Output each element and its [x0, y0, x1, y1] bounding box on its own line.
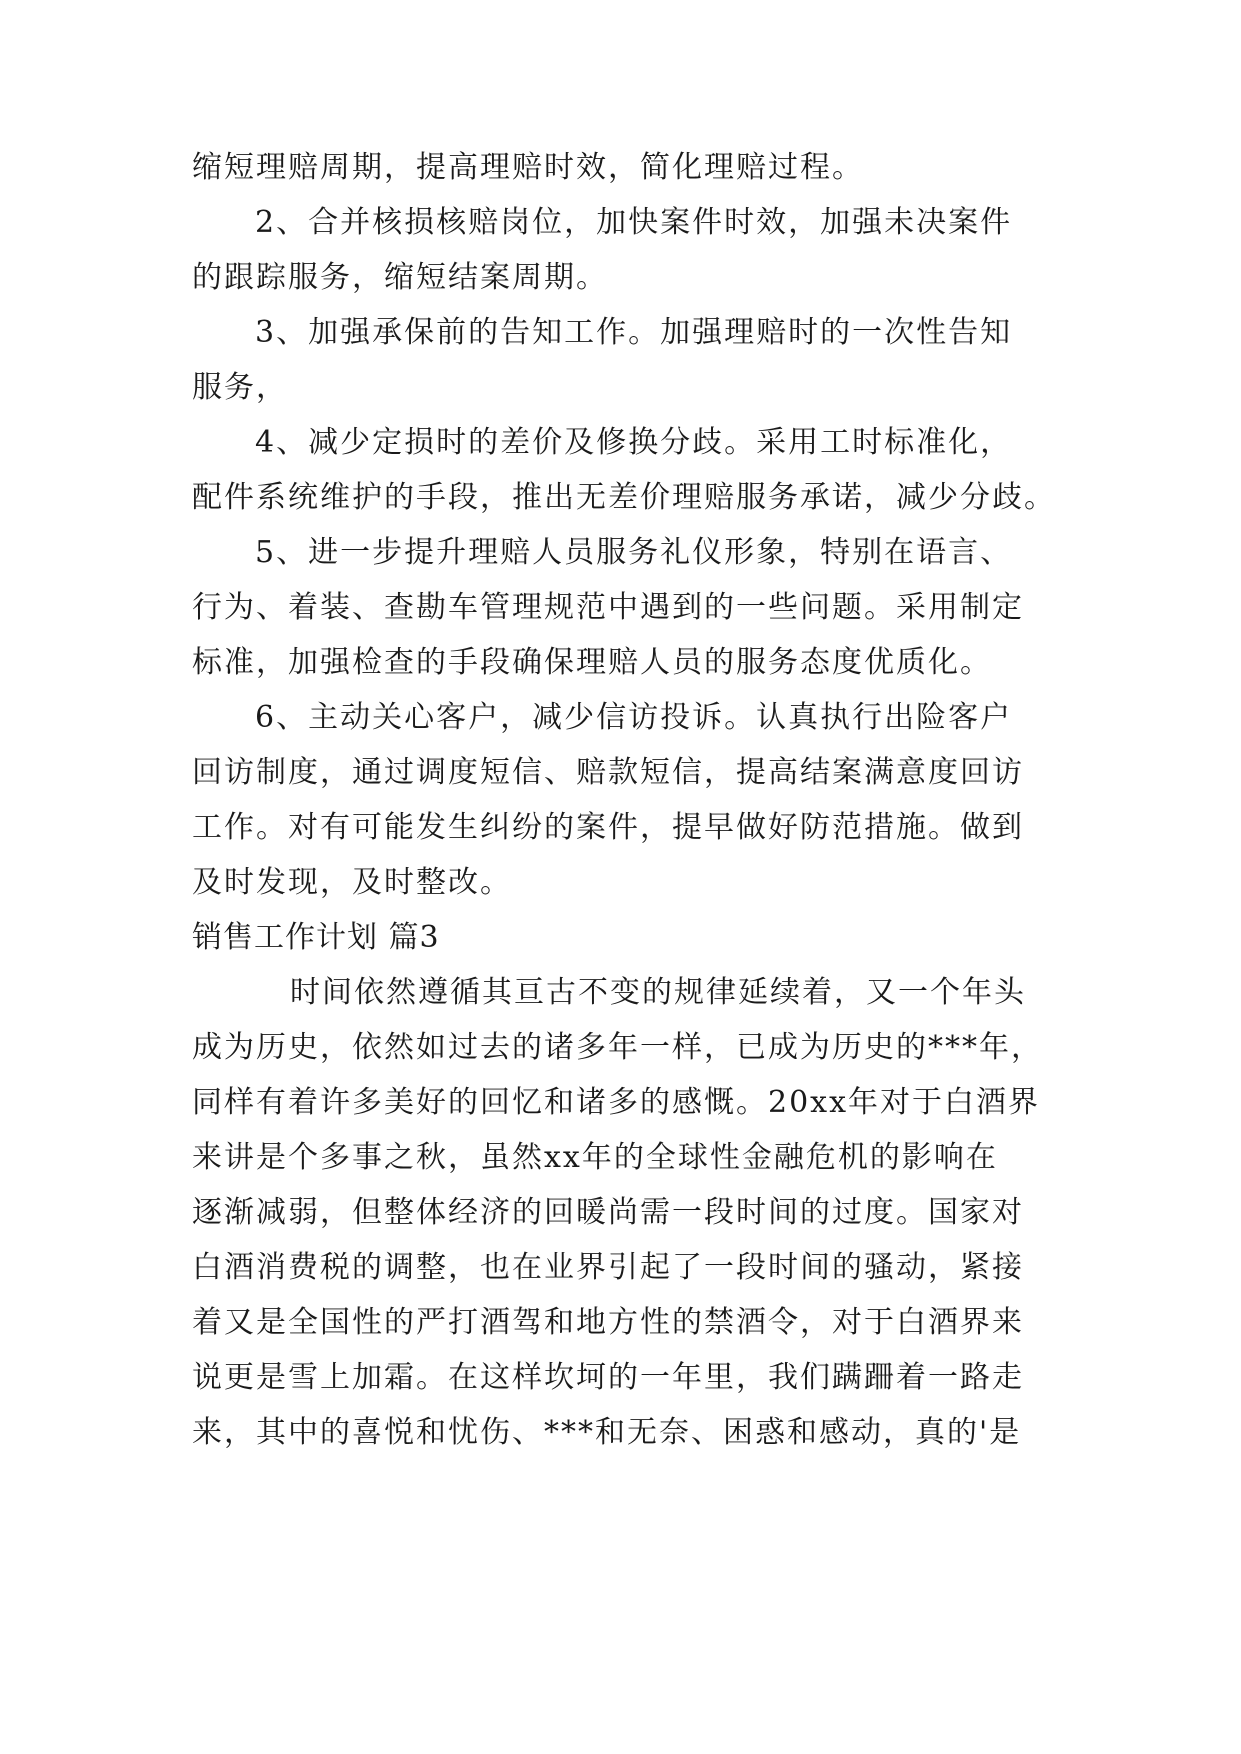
paragraph-line: 2、合并核损核赔岗位，加快案件时效，加强未决案件 [255, 205, 1013, 240]
paragraph-line: 标准，加强检查的手段确保理赔人员的服务态度优质化。 [192, 645, 992, 680]
paragraph-line: 行为、着装、查勘车管理规范中遇到的一些问题。采用制定 [192, 590, 1024, 625]
paragraph-line: 及时发现，及时整改。 [192, 865, 512, 900]
paragraph-line: 来，其中的喜悦和忧伤、***和无奈、困惑和感动，真的'是 [192, 1415, 1022, 1450]
paragraph-line: 时间依然遵循其亘古不变的规律延续着，又一个年头 [290, 975, 1026, 1010]
paragraph-line: 说更是雪上加霜。在这样坎坷的一年里，我们蹒跚着一路走 [192, 1360, 1024, 1395]
paragraph-line: 白酒消费税的调整，也在业界引起了一段时间的骚动，紧接 [192, 1250, 1024, 1285]
section-heading: 销售工作计划 篇3 [192, 920, 440, 955]
paragraph-line: 配件系统维护的手段，推出无差价理赔服务承诺，减少分歧。 [192, 480, 1056, 515]
paragraph-line: 工作。对有可能发生纠纷的案件，提早做好防范措施。做到 [192, 810, 1024, 845]
paragraph-line: 缩短理赔周期，提高理赔时效，简化理赔过程。 [192, 150, 864, 185]
paragraph-line: 来讲是个多事之秋，虽然xx年的全球性金融危机的影响在 [192, 1140, 998, 1175]
paragraph-line: 逐渐减弱，但整体经济的回暖尚需一段时间的过度。国家对 [192, 1195, 1024, 1230]
paragraph-line: 4、减少定损时的差价及修换分歧。采用工时标准化， [255, 425, 1013, 460]
paragraph-line: 着又是全国性的严打酒驾和地方性的禁酒令，对于白酒界来 [192, 1305, 1024, 1340]
paragraph-line: 同样有着许多美好的回忆和诸多的感慨。20xx年对于白酒界 [192, 1085, 1041, 1120]
paragraph-line: 成为历史，依然如过去的诸多年一样，已成为历史的***年， [192, 1030, 1043, 1065]
paragraph-line: 回访制度，通过调度短信、赔款短信，提高结案满意度回访 [192, 755, 1024, 790]
paragraph-line: 5、进一步提升理赔人员服务礼仪形象，特别在语言、 [255, 535, 1013, 570]
paragraph-line: 的跟踪服务，缩短结案周期。 [192, 260, 608, 295]
paragraph-line: 6、主动关心客户，减少信访投诉。认真执行出险客户 [255, 700, 1013, 735]
paragraph-line: 服务， [192, 370, 288, 405]
paragraph-line: 3、加强承保前的告知工作。加强理赔时的一次性告知 [255, 315, 1013, 350]
